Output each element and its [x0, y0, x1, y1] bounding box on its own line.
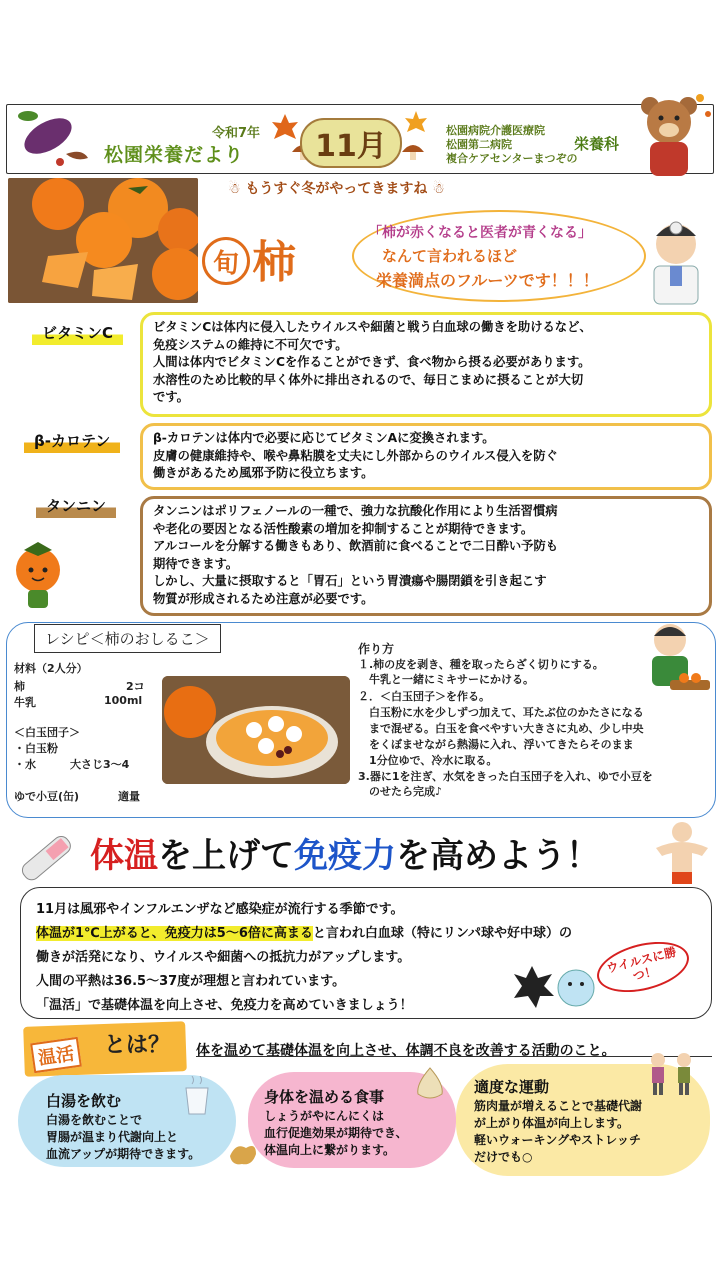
ingredient-amount: 大さじ3～4 [70, 758, 130, 771]
method-line: １.柿の皮を剥き、種を取ったらざく切りにする。 [358, 658, 604, 671]
body-temp-line: 働きが活発になり、ウイルスや細菌への抵抗力がアップします。 [36, 950, 411, 965]
virus-badge: ウイルスに勝つ！ [592, 933, 694, 1000]
method-line: 1分位ゆで、冷水に取る。 [358, 754, 498, 767]
nutrient-text-line: 働きがあるため風邪予防に役立ちます。 [153, 466, 374, 480]
eating-person-illustration [640, 618, 712, 694]
bear-mascot-illustration [630, 86, 716, 184]
snowman-icon: ☃ [427, 181, 445, 197]
nutrient-label-beta-carotene: β-カロテン [24, 430, 120, 453]
nutrient-label-vitamin-c: ビタミンC [32, 322, 123, 345]
tip-line: 体温向上に繋がります。 [264, 1143, 396, 1157]
muscle-figure-illustration [650, 818, 714, 888]
recipe-photo [162, 676, 350, 784]
cup-icon [180, 1076, 214, 1116]
nutrient-text-line: アルコールを分解する働きもあり、飲酒前に食べることで二日酔い予防も [153, 539, 559, 553]
onkatsu-word: 温活 [30, 1037, 82, 1073]
issue-month: 11月 [300, 118, 402, 168]
nutrient-box-beta-carotene [140, 423, 712, 490]
snowman-icon: ☃ [228, 181, 246, 197]
tip-line: 白湯を飲むことで [46, 1113, 143, 1127]
tip-line: しょうがやにんにくは [264, 1109, 385, 1123]
nutrient-text-line: 免疫システムの維持に不可欠です。 [153, 337, 348, 352]
quote-line-2: なんて言われるほど [382, 247, 518, 265]
ingredient-name: 柿 [14, 680, 25, 693]
divider [196, 1056, 712, 1057]
body-temp-highlight-line [36, 922, 572, 941]
walking-couple-illustration [640, 1050, 704, 1096]
tip-line: 筋肉量が増えることで基礎代謝 [474, 1099, 643, 1113]
tip-line: 胃腸が温まり代謝向上と [46, 1130, 179, 1144]
season-message: ☃ もうすぐ冬がやってきますね ☃ [228, 181, 445, 197]
onkatsu-definition: 体を温めて基礎体温を向上させ、体調不良を改善する活動のこと。 [196, 1043, 616, 1059]
ingredient-amount: 2コ [126, 680, 145, 693]
recipe-title: レシピ＜柿のおしるこ＞ [34, 624, 221, 653]
onkatsu-question: とは？ [104, 1033, 171, 1058]
method-line: ２．＜白玉団子＞を作る。 [358, 690, 490, 703]
ingredient-amount: 適量 [118, 790, 140, 803]
body-temp-line: 11月は風邪やインフルエンザなど感染症が流行する季節です。 [36, 902, 404, 917]
ingredient-amount: 100ml [104, 694, 143, 707]
headline-part: を上げて [158, 836, 294, 876]
ingredient-name: ・水 [14, 758, 36, 771]
sweet-potato-illustration [6, 96, 116, 176]
ingredients-heading: 材料（2人分） [14, 662, 88, 675]
method-heading: 作り方 [358, 642, 395, 656]
org-line-3: 複合ケアセンターまつぞの [446, 152, 578, 165]
org-line-1: 松園病院介護医療院 [446, 124, 545, 137]
tip-line: だけでも○ [474, 1150, 533, 1164]
body-temp-line-tail: と言われ白血球（特にリンパ球や好中球）の [312, 926, 572, 941]
nutrient-text-line: 期待できます。 [153, 556, 239, 571]
tip-title: 白湯を飲む [46, 1092, 122, 1110]
nutrient-text-line: タンニンはポリフェノールの一種で、強力な抗酸化作用により生活習慣病 [153, 504, 558, 518]
body-temp-line: 「温活」で基礎体温を向上させ、免疫力を高めていきましょう！ [36, 998, 413, 1013]
headline-part: を高めよう！ [396, 836, 600, 876]
nutrient-text-line: β-カロテンは体内で必要に応じてビタミンAに変換されます。 [153, 431, 495, 445]
tip-line: 血流アップが期待できます。 [46, 1147, 201, 1161]
garlic-icon [410, 1064, 450, 1104]
virus-vs-cell-illustration [510, 962, 600, 1012]
nutrient-text-line: 人間は体内でビタミンCを作ることができず、食べ物から摂る必要があります。 [153, 355, 591, 369]
maple-leaf-icon [270, 112, 300, 142]
method-line: をくぼませながら熱湯に入れ、浮いてきたらそのまま [358, 738, 634, 751]
method-line: まで混ぜる。白玉を食べやすい大きさに丸め、少し中央 [358, 722, 644, 735]
ginger-icon [226, 1138, 260, 1168]
org-line-2: 松園第二病院 [446, 138, 512, 151]
quote-line-3: 栄養満点のフルーツです！！！ [376, 271, 599, 290]
nutrient-text-line: しかし、大量に摂取すると「胃石」という胃潰瘍や腸閉鎖を引き起こす [153, 574, 547, 588]
department-name: 栄養科 [574, 135, 620, 153]
nutrient-text-line: ビタミンCは体内に侵入したウイルスや細菌と戦う白血球の働きを助けるなど、 [153, 320, 592, 334]
tip-line: 血行促進効果が期待でき、 [264, 1126, 408, 1140]
nutrient-label-tannin: タンニン [36, 495, 116, 518]
body-temp-headline [90, 828, 600, 877]
highlight-text: 体温が1℃上がると、免疫力は5～6倍に高まる [36, 926, 313, 941]
tip-title: 身体を温める食事 [264, 1088, 385, 1106]
nutrient-text-line: 水溶性のため比較的早く体外に排出されるので、毎日こまめに摂ることが大切 [153, 372, 584, 387]
headline-immunity: 免疫力 [294, 836, 396, 876]
nutrient-text-line: 皮膚の健康維持や、喉や鼻粘膜を丈夫にし外部からのウイルス侵入を防ぐ [153, 448, 558, 463]
thermometer-icon [10, 826, 80, 890]
mushroom-icon [400, 140, 426, 162]
doctor-illustration [640, 214, 714, 306]
nutrient-text-line: です。 [153, 390, 189, 404]
method-line: 白玉粉に水を少しずつ加えて、耳たぶ位のかたさになる [358, 706, 644, 719]
nutrient-text-line: や老化の要因となる活性酸素の増加を抑制することが期待できます。 [153, 521, 534, 536]
persimmon-mascot-illustration [10, 540, 66, 612]
nutrient-box-tannin [140, 496, 712, 616]
body-temp-line: 人間の平熱は36.5～37度が理想と言われています。 [36, 974, 346, 989]
tip-line: が上がり体温が向上します。 [474, 1116, 630, 1130]
in-season-mark: 旬 [202, 237, 250, 285]
ingredient-name: ・白玉粉 [14, 742, 58, 755]
maple-leaf-icon [404, 110, 428, 134]
method-line: 3.器に1を注ぎ、水気をきった白玉団子を入れ、ゆで小豆を [358, 770, 653, 783]
tip-line: 軽いウォーキングやストレッチ [474, 1133, 642, 1147]
method-line: 牛乳と一緒にミキサーにかける。 [358, 673, 534, 686]
quote-line-1: 「柿が赤くなると医者が青くなる」 [368, 225, 592, 241]
nutrient-box-vitamin-c [140, 312, 712, 417]
method-line: のせたら完成♪ [358, 785, 443, 798]
nutrient-text-line: 物質が形成されるため注意が必要です。 [153, 591, 374, 606]
issue-era: 令和7年 [212, 126, 261, 141]
featured-food-title: 柿 [252, 237, 296, 288]
newsletter-title: 松園栄養だより [104, 144, 245, 166]
headline-body-temp: 体温 [90, 836, 158, 876]
dango-heading: ＜白玉団子＞ [14, 726, 80, 739]
ingredient-name: 牛乳 [14, 696, 36, 709]
ingredient-name: ゆで小豆(缶) [14, 790, 80, 803]
persimmon-photo [8, 178, 198, 303]
tip-title: 適度な運動 [474, 1078, 550, 1096]
